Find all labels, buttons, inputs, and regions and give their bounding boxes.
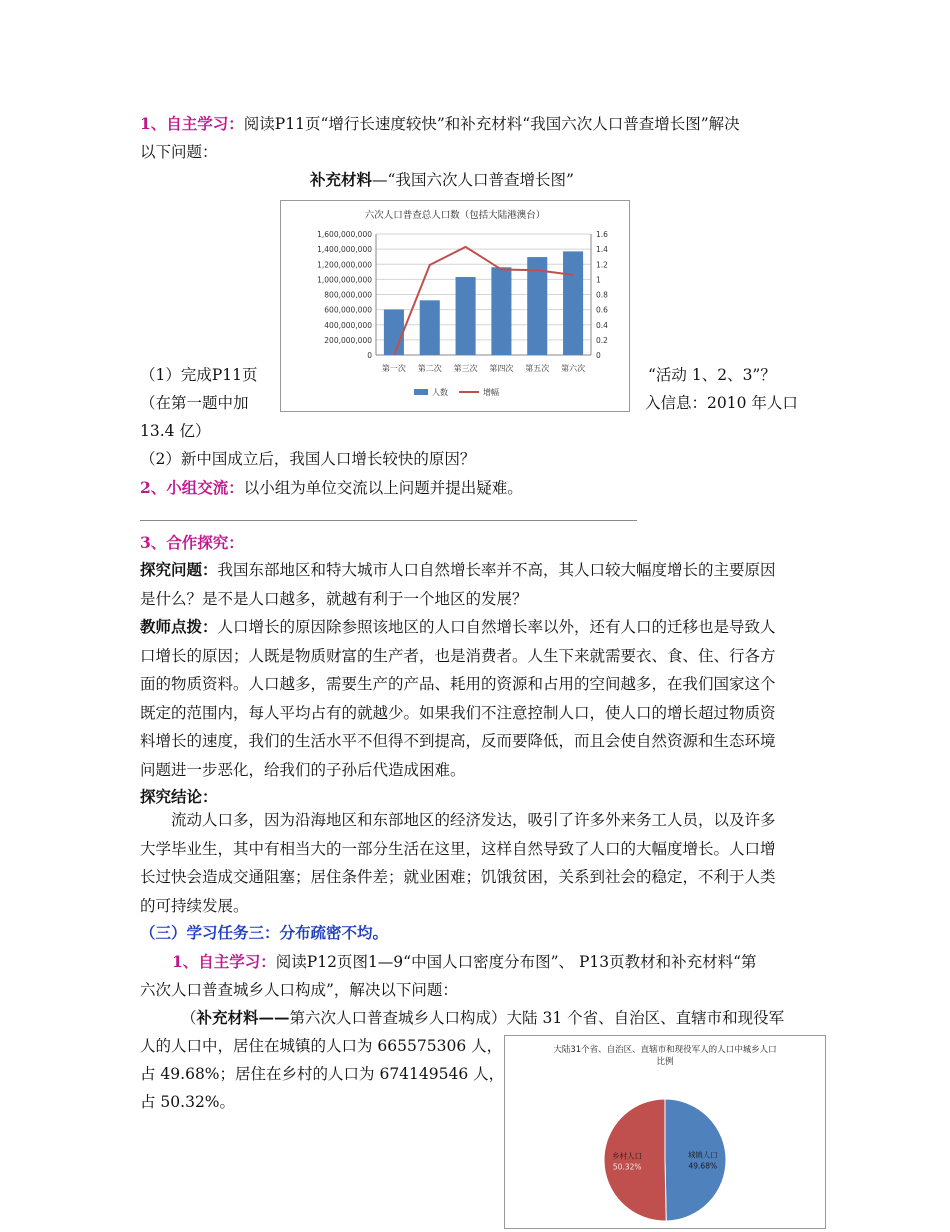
- x-tick-label: 第二次: [417, 364, 442, 373]
- task3-sub-line2: 六次人口普查城乡人口构成”，解决以下问题：: [140, 981, 458, 999]
- y2-tick-label: 0.8: [596, 290, 608, 300]
- question-1-right: “活动 1、2、3”？: [648, 366, 776, 384]
- task3-sub-heading: 1、自主学习：: [172, 952, 276, 971]
- y2-tick-label: 1: [596, 275, 601, 285]
- y-tick-label: 1,000,000,000: [317, 275, 372, 285]
- urban-rural-pie-chart: [504, 1035, 826, 1229]
- task3-sub-line1: [172, 950, 757, 972]
- section2-heading: 2、小组交流：: [140, 478, 244, 497]
- x-tick-label: 第五次: [525, 364, 550, 373]
- section2: [140, 476, 523, 498]
- pie-title: 大陆31个省、自治区、直辖市和现役军人的人口中城乡人口: [553, 1045, 777, 1055]
- pie-slice-value: 50.32%: [612, 1162, 642, 1172]
- population-census-chart-svg: [281, 201, 629, 411]
- y2-tick-label: 1.6: [596, 230, 608, 239]
- question-1-note-left: （在第一题中加: [140, 394, 249, 412]
- legend-label: 人数: [432, 388, 448, 397]
- y2-tick-label: 0.6: [596, 305, 608, 315]
- section1-text-line2: 以下问题：: [140, 143, 218, 161]
- bar: [563, 251, 583, 355]
- pie-title: 比例: [656, 1057, 674, 1067]
- y2-tick-label: 0: [596, 351, 601, 360]
- y2-tick-label: 1.4: [596, 245, 608, 255]
- y2-tick-label: 0.2: [596, 335, 608, 345]
- y-tick-label: 1,200,000,000: [317, 260, 372, 270]
- section1-text-line1: 阅读P11页“增行长速度较快”和补充材料“我国六次人口普查增长图”解决: [243, 115, 740, 133]
- inquiry-conclusion-line: 的可持续发展。: [140, 896, 249, 915]
- question-1-note-right: 入信息：2010 年人口: [645, 394, 798, 412]
- section1-line1: [140, 112, 740, 134]
- x-tick-label: 第六次: [561, 364, 586, 373]
- material-open-paren: （: [181, 1009, 197, 1027]
- bar: [420, 300, 440, 355]
- teacher-guidance-line: 料增长的速度，我们的生活水平不但得不到提高，反而要降低，而且会使自然资源和生态环境: [140, 732, 776, 751]
- teacher-guidance-line: 人口增长的原因除参照该地区的人口自然增长率以外，还有人口的迁移也是导致人: [217, 618, 776, 636]
- task3-heading: （三）学习任务三：分布疏密不均。: [140, 923, 389, 942]
- material-line: 占 49.68%；居住在乡村的人口为 674149546 人，: [140, 1065, 505, 1083]
- material-line1: [181, 1006, 784, 1028]
- task3-sub-text: 阅读P12页图1—9“中国人口密度分布图”、 P13页教材和补充材料“第: [275, 953, 757, 971]
- pie-slice: [665, 1099, 726, 1221]
- inquiry-conclusion-line: 长过快会造成交通阻塞；居住条件差；就业困难；饥饿贫困，关系到社会的稳定，不利于人类: [140, 868, 776, 887]
- bar: [384, 309, 404, 355]
- x-tick-label: 第一次: [381, 364, 406, 373]
- y2-tick-label: 0.4: [596, 320, 608, 330]
- y-tick-label: 400,000,000: [324, 320, 372, 330]
- legend-swatch-bar: [414, 389, 428, 395]
- inquiry-question-line: 是什么？是不是人口越多，就越有利于一个地区的发展？: [140, 589, 528, 608]
- question-2: （2）新中国成立后，我国人口增长较快的原因？: [140, 450, 476, 468]
- inquiry-conclusion: [140, 806, 810, 920]
- question-1-note-end: 13.4 亿）: [140, 422, 211, 440]
- y-tick-label: 0: [367, 351, 372, 360]
- section1-heading: 1、自主学习：: [140, 114, 244, 133]
- chart-caption-bold: 补充材料: [310, 170, 373, 189]
- inquiry-question-line: 我国东部地区和特大城市人口自然增长率并不高，其人口较大幅度增长的主要原因: [217, 561, 776, 579]
- section3-heading: 3、合作探究：: [140, 533, 244, 552]
- teacher-guidance-line: 既定的范围内，每人平均占有的就越少。如果我们不注意控制人口，使人口的增长超过物质资: [140, 703, 776, 722]
- legend-label: 增幅: [483, 388, 499, 397]
- y-tick-label: 800,000,000: [324, 290, 372, 300]
- chart-title: 六次人口普查总人口数（包括大陆港澳台）: [364, 210, 546, 221]
- question-1-left: （1）完成P11页: [140, 366, 258, 384]
- material-line: 占 50.32%。: [140, 1093, 236, 1111]
- inquiry-question-label: 探究问题：: [140, 560, 218, 579]
- inquiry-conclusion-label: 探究结论：: [140, 787, 218, 806]
- material-line: 人的人口中，居住在城镇的人口为 665575306 人，: [140, 1037, 503, 1055]
- material-bold-label: 补充材料——: [196, 1008, 290, 1027]
- teacher-guidance: [140, 613, 810, 785]
- section2-text: 以小组为单位交流以上问题并提出疑难。: [243, 479, 523, 497]
- y-tick-label: 1,600,000,000: [317, 230, 372, 239]
- pie-slice-label: 乡村人口: [612, 1151, 643, 1161]
- population-census-chart: [280, 200, 630, 412]
- inquiry-conclusion-line: 大学毕业生，其中有相当大的一部分生活在这里，这样自然导致了人口的大幅度增长。人口增: [140, 839, 776, 858]
- y-tick-label: 1,400,000,000: [317, 245, 372, 255]
- teacher-guidance-label: 教师点拨：: [140, 617, 218, 636]
- y-tick-label: 200,000,000: [324, 335, 372, 345]
- teacher-guidance-line: 问题进一步恶化，给我们的子孙后代造成困难。: [140, 760, 466, 779]
- x-tick-label: 第三次: [453, 364, 478, 373]
- bar: [456, 277, 476, 355]
- divider-line: [140, 520, 637, 521]
- urban-rural-pie-chart-svg: [505, 1036, 825, 1228]
- pie-slice-value: 49.68%: [688, 1161, 718, 1171]
- x-tick-label: 第四次: [489, 364, 514, 373]
- material-text: 第六次人口普查城乡人口构成）大陆 31 个省、自治区、直辖市和现役军: [289, 1009, 785, 1027]
- chart-caption-rest: —“我国六次人口普查增长图”: [372, 171, 574, 189]
- pie-slice-label: 城镇人口: [687, 1150, 718, 1160]
- bar: [491, 267, 511, 355]
- chart-caption: [310, 168, 574, 190]
- inquiry-conclusion-line: 流动人口多，因为沿海地区和东部地区的经济发达，吸引了许多外来务工人员，以及许多: [171, 811, 776, 829]
- teacher-guidance-line: 口增长的原因；人既是物质财富的生产者，也是消费者。人生下来就需要衣、食、住、行各方: [140, 646, 776, 665]
- y2-tick-label: 1.2: [596, 260, 608, 270]
- y-tick-label: 600,000,000: [324, 305, 372, 315]
- inquiry-question: [140, 556, 810, 613]
- teacher-guidance-line: 面的物质资料。人口越多，需要生产的产品、耗用的资源和占用的空间越多，在我们国家这个: [140, 675, 776, 694]
